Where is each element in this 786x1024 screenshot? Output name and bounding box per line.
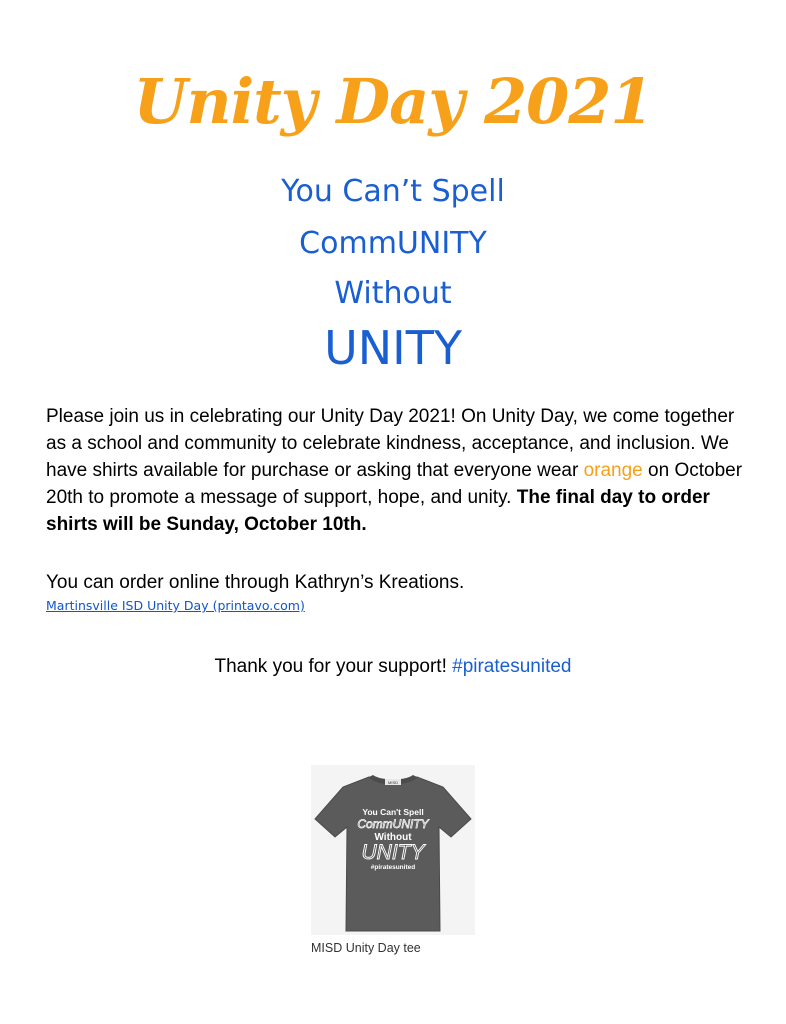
tshirt-image bbox=[311, 765, 475, 935]
image-caption: MISD Unity Day tee bbox=[311, 941, 421, 955]
shirt-print-line-3: Without bbox=[374, 832, 412, 843]
thanks-text: Thank you for your support! bbox=[214, 656, 453, 677]
page-title: Unity Day 2021 bbox=[133, 65, 653, 138]
order-link[interactable]: Martinsville ISD Unity Day (printavo.com) bbox=[46, 598, 305, 613]
shirt-print-line-1: You Can't Spell bbox=[362, 807, 424, 817]
order-deadline: The final day to order shirts will be Sunday, October 10th. bbox=[46, 487, 710, 535]
subtitle-line-2: CommUNITY bbox=[299, 226, 487, 261]
hashtag: #piratesunited bbox=[452, 656, 572, 677]
subtitle-line-3: Without bbox=[334, 276, 452, 311]
shirt-tag-text: MISD bbox=[388, 780, 398, 785]
intro-text-part-2: on October 20th to promote a message of support, hope, and unity. bbox=[46, 460, 743, 508]
intro-text-part-1: Please join us in celebrating our Unity Day 2021! On Unity Day, we come together as a school and community to celebrate kindness, acceptance, and inclusion. We have shirts available for purchase or asking that everyone wear bbox=[46, 406, 735, 481]
order-instructions: You can order online through Kathryn’s Kreations. bbox=[46, 572, 465, 593]
orange-word: orange bbox=[583, 460, 643, 481]
shirt-print-line-2: CommUNITY bbox=[357, 817, 429, 831]
shirt-print-line-4: UNITY bbox=[361, 841, 425, 864]
intro-paragraph bbox=[46, 403, 746, 538]
shirt-print-line-5: #piratesunited bbox=[370, 864, 416, 871]
subtitle-line-1: You Can’t Spell bbox=[281, 174, 505, 209]
thanks-line bbox=[0, 653, 786, 680]
subtitle-unity: UNITY bbox=[324, 321, 462, 375]
